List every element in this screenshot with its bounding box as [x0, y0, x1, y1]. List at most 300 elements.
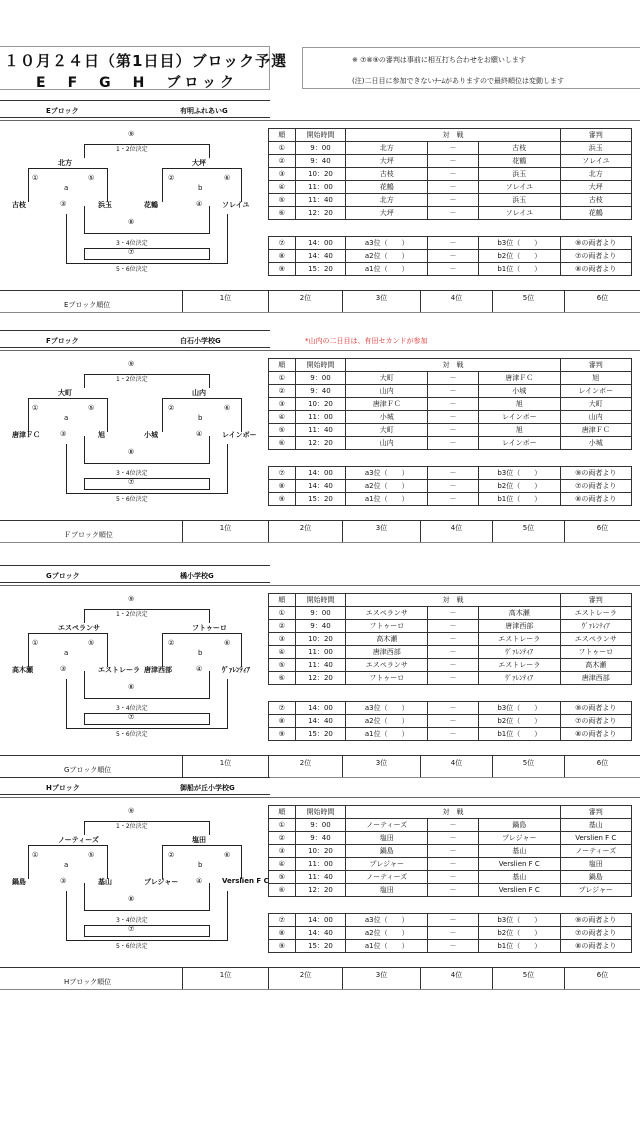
rank-cell: 2位 [268, 967, 342, 989]
bracket-match-7: ⑦ [128, 478, 135, 486]
block-section [0, 565, 640, 795]
bracket-box-7 [84, 478, 210, 490]
match-number: ④ [269, 181, 296, 194]
header-cell: 開始時間 [295, 129, 346, 142]
schedule-table [268, 128, 632, 220]
header-cell: 審判 [560, 806, 631, 819]
group-a-label: a [64, 861, 69, 869]
match-row [269, 672, 632, 685]
bracket-final56: 5・6位決定 [116, 943, 148, 950]
header-line-bottom [0, 117, 270, 118]
match-number: ② [269, 155, 296, 168]
match-vs: － [428, 620, 479, 633]
block-venue: 白石小学校G [180, 337, 221, 345]
bracket-match-5: ⑤ [88, 639, 95, 647]
match-team-home: 唐津ＦＣ [346, 398, 428, 411]
header-cell: 順 [269, 806, 296, 819]
header-cell: 審判 [560, 359, 631, 372]
match-team-away: レインボー [479, 411, 561, 424]
match-number: ③ [269, 168, 296, 181]
match-time: 9：40 [295, 832, 346, 845]
block-section [0, 777, 640, 1007]
placement-number: ⑦ [269, 237, 296, 250]
bracket-box-7 [84, 248, 210, 260]
bracket-match-4: ④ [196, 430, 203, 438]
bracket-match-4: ④ [196, 877, 203, 885]
block-venue: 御船が丘小学校G [180, 784, 235, 792]
bracket-match-8: ⑧ [128, 218, 135, 226]
match-vs: － [428, 858, 479, 871]
placement-right: b1位（ ） [479, 263, 561, 276]
placement-referee: ⑨の両者より [560, 702, 631, 715]
placement-vs: － [428, 914, 479, 927]
bracket-match-6: ⑥ [224, 639, 231, 647]
match-team-away: エストレーラ [479, 633, 561, 646]
match-row [269, 437, 632, 450]
header-cell: 開始時間 [295, 806, 346, 819]
match-number: ⑤ [269, 424, 296, 437]
rank-cell: 1位 [182, 755, 268, 777]
match-number: ③ [269, 633, 296, 646]
placement-right: b2位（ ） [479, 480, 561, 493]
match-team-home: 山内 [346, 437, 428, 450]
placement-referee: ⑧の両者より [560, 728, 631, 741]
bracket-match-9: ⑨ [128, 360, 135, 368]
bracket-match-6: ⑥ [224, 174, 231, 182]
match-team-away: 鍋島 [479, 819, 561, 832]
placement-number: ⑧ [269, 715, 296, 728]
match-referee: 基山 [560, 819, 631, 832]
match-referee: エストレーラ [560, 607, 631, 620]
bracket-match-1: ① [32, 174, 39, 182]
match-row [269, 385, 632, 398]
match-vs: － [428, 194, 479, 207]
placement-referee: ⑨の両者より [560, 237, 631, 250]
team-b-right: ｳﾞｧﾚﾝﾃｨｱ [222, 666, 250, 674]
bracket-match-9: ⑨ [128, 130, 135, 138]
match-referee: 大坪 [560, 181, 631, 194]
header-cell: 対 戦 [346, 806, 560, 819]
match-row [269, 620, 632, 633]
bracket-match-7: ⑦ [128, 248, 135, 256]
match-referee: 唐津西部 [560, 672, 631, 685]
match-number: ④ [269, 411, 296, 424]
bracket-final12: 1・2位決定 [116, 611, 148, 618]
match-referee: 高木瀬 [560, 659, 631, 672]
team-b-left: 唐津西部 [144, 666, 172, 674]
match-vs: － [428, 819, 479, 832]
match-vs: － [428, 871, 479, 884]
group-b-label: b [198, 414, 203, 422]
placement-row [269, 250, 632, 263]
match-team-home: 北方 [346, 142, 428, 155]
rank-cell: 5位 [492, 520, 564, 542]
match-number: ④ [269, 858, 296, 871]
placement-table [268, 913, 632, 953]
match-row [269, 884, 632, 897]
match-time: 12：20 [295, 672, 346, 685]
match-time: 11：00 [295, 646, 346, 659]
placement-row [269, 702, 632, 715]
page-subtitle: E F G H ブロック [36, 75, 239, 91]
team-a-right: 基山 [98, 878, 112, 886]
match-time: 11：40 [295, 194, 346, 207]
placement-table [268, 701, 632, 741]
match-number: ⑥ [269, 437, 296, 450]
match-row [269, 832, 632, 845]
placement-vs: － [428, 927, 479, 940]
match-team-away: 古枝 [479, 142, 561, 155]
placement-right: b2位（ ） [479, 927, 561, 940]
placement-vs: － [428, 493, 479, 506]
block-note: *山内の二日目は、有田セカンドが参加 [305, 337, 428, 345]
placement-left: a3位（ ） [346, 702, 428, 715]
match-vs: － [428, 845, 479, 858]
placement-vs: － [428, 715, 479, 728]
header-line-top [0, 100, 270, 101]
match-referee: ソレイユ [560, 155, 631, 168]
match-team-home: 大町 [346, 424, 428, 437]
placement-left: a1位（ ） [346, 728, 428, 741]
table-header-row [269, 359, 632, 372]
rank-label: Hブロック順位 [64, 978, 112, 986]
placement-vs: － [428, 728, 479, 741]
match-time: 11：00 [295, 411, 346, 424]
block-name: Gブロック [46, 572, 80, 580]
match-team-away: 旭 [479, 398, 561, 411]
match-referee: 鍋島 [560, 871, 631, 884]
header-cell: 開始時間 [295, 594, 346, 607]
match-number: ⑤ [269, 659, 296, 672]
bracket-box-7 [84, 713, 210, 725]
match-team-away: ソレイユ [479, 207, 561, 220]
bracket-final34: 3・4位決定 [116, 705, 148, 712]
team-a-top: 北方 [58, 159, 72, 167]
bracket-final34: 3・4位決定 [116, 917, 148, 924]
rank-cell: 5位 [492, 755, 564, 777]
team-a-right: 旭 [98, 431, 105, 439]
header-line-bottom [0, 347, 270, 348]
match-time: 9：00 [295, 607, 346, 620]
match-team-away: Verslien F C [479, 884, 561, 897]
match-team-home: プレジャー [346, 858, 428, 871]
placement-referee: ⑦の両者より [560, 250, 631, 263]
block-section [0, 330, 640, 560]
match-team-home: 大坪 [346, 207, 428, 220]
placement-right: b3位（ ） [479, 467, 561, 480]
placement-vs: － [428, 702, 479, 715]
section-divider [0, 585, 640, 586]
schedule-table [268, 358, 632, 450]
section-divider [0, 797, 640, 798]
match-row [269, 155, 632, 168]
placement-number: ⑦ [269, 914, 296, 927]
match-time: 9：40 [295, 385, 346, 398]
rank-cell: 2位 [268, 520, 342, 542]
match-row [269, 819, 632, 832]
team-a-left: 鍋島 [12, 878, 26, 886]
placement-right: b3位（ ） [479, 237, 561, 250]
rank-cell: 3位 [342, 290, 420, 312]
match-team-away: ｳﾞｧﾚﾝﾃｨｱ [479, 672, 561, 685]
match-referee: 小城 [560, 437, 631, 450]
rank-cell: 4位 [420, 520, 492, 542]
block-name: Eブロック [46, 107, 79, 115]
block-section [0, 100, 640, 330]
rank-cell: 3位 [342, 755, 420, 777]
match-team-home: 大町 [346, 372, 428, 385]
placement-row [269, 493, 632, 506]
bracket-match-3: ③ [60, 665, 67, 673]
team-a-left: 古枝 [12, 201, 26, 209]
match-vs: － [428, 155, 479, 168]
table-header-row [269, 594, 632, 607]
match-time: 9：00 [295, 142, 346, 155]
rank-label: Gブロック順位 [64, 766, 112, 774]
match-time: 12：20 [295, 207, 346, 220]
placement-vs: － [428, 940, 479, 953]
match-team-home: ノーティーズ [346, 871, 428, 884]
match-team-away: ｳﾞｧﾚﾝﾃｨｱ [479, 646, 561, 659]
match-time: 10：20 [295, 168, 346, 181]
match-vs: － [428, 659, 479, 672]
header-line-top [0, 330, 270, 331]
placement-left: a1位（ ） [346, 263, 428, 276]
match-vs: － [428, 398, 479, 411]
bracket-match-5: ⑤ [88, 851, 95, 859]
match-number: ⑤ [269, 871, 296, 884]
placement-right: b1位（ ） [479, 728, 561, 741]
match-vs: － [428, 168, 479, 181]
header-cell: 審判 [560, 594, 631, 607]
match-number: ⑥ [269, 207, 296, 220]
placement-vs: － [428, 467, 479, 480]
match-row [269, 168, 632, 181]
placement-left: a1位（ ） [346, 940, 428, 953]
header-cell: 開始時間 [295, 359, 346, 372]
placement-table [268, 466, 632, 506]
match-vs: － [428, 832, 479, 845]
match-row [269, 871, 632, 884]
match-number: ② [269, 832, 296, 845]
match-number: ④ [269, 646, 296, 659]
placement-time: 14：40 [295, 250, 346, 263]
placement-time: 14：00 [295, 237, 346, 250]
team-b-top: 大坪 [192, 159, 206, 167]
placement-time: 14：40 [295, 927, 346, 940]
placement-row [269, 467, 632, 480]
match-time: 12：20 [295, 437, 346, 450]
match-team-away: 浜玉 [479, 168, 561, 181]
match-row [269, 646, 632, 659]
placement-left: a2位（ ） [346, 250, 428, 263]
bracket-match-7: ⑦ [128, 925, 135, 933]
placement-time: 14：00 [295, 467, 346, 480]
match-referee: 唐津ＦＣ [560, 424, 631, 437]
match-team-away: ソレイユ [479, 181, 561, 194]
placement-referee: ⑨の両者より [560, 914, 631, 927]
bracket-match-1: ① [32, 851, 39, 859]
placement-time: 15：20 [295, 263, 346, 276]
match-referee: 塩田 [560, 858, 631, 871]
block-name: Fブロック [46, 337, 79, 345]
block-venue: 橘小学校G [180, 572, 214, 580]
section-divider [0, 350, 640, 351]
bracket-final34: 3・4位決定 [116, 470, 148, 477]
table-header-row [269, 129, 632, 142]
match-row [269, 424, 632, 437]
placement-time: 14：40 [295, 715, 346, 728]
match-time: 10：20 [295, 845, 346, 858]
match-team-home: ノーティーズ [346, 819, 428, 832]
match-number: ⑥ [269, 672, 296, 685]
match-time: 10：20 [295, 633, 346, 646]
group-b-label: b [198, 184, 203, 192]
rank-cell: 1位 [182, 290, 268, 312]
match-number: ① [269, 607, 296, 620]
header-cell: 順 [269, 594, 296, 607]
bracket-final56: 5・6位決定 [116, 731, 148, 738]
bracket-match-4: ④ [196, 665, 203, 673]
match-team-home: 大坪 [346, 155, 428, 168]
rank-line-bottom [0, 542, 640, 543]
block-name: Hブロック [46, 784, 80, 792]
match-referee: 古枝 [560, 194, 631, 207]
bracket-match-2: ② [168, 174, 175, 182]
placement-referee: ⑧の両者より [560, 493, 631, 506]
match-team-away: 花鶴 [479, 155, 561, 168]
team-b-left: 花鶴 [144, 201, 158, 209]
bracket-match-1: ① [32, 639, 39, 647]
match-referee: 山内 [560, 411, 631, 424]
header-line-bottom [0, 582, 270, 583]
placement-row [269, 480, 632, 493]
placement-left: a2位（ ） [346, 715, 428, 728]
match-vs: － [428, 633, 479, 646]
match-vs: － [428, 181, 479, 194]
bracket-box-7 [84, 925, 210, 937]
match-row [269, 607, 632, 620]
match-team-home: 北方 [346, 194, 428, 207]
group-a-label: a [64, 649, 69, 657]
placement-referee: ⑦の両者より [560, 927, 631, 940]
rank-cell: 2位 [268, 755, 342, 777]
match-team-home: 鍋島 [346, 845, 428, 858]
match-team-away: 小城 [479, 385, 561, 398]
placement-left: a2位（ ） [346, 927, 428, 940]
match-number: ② [269, 385, 296, 398]
bracket-match-3: ③ [60, 200, 67, 208]
match-row [269, 845, 632, 858]
team-b-right: Verslien F C [222, 877, 269, 885]
match-time: 9：00 [295, 819, 346, 832]
bracket-match-9: ⑨ [128, 807, 135, 815]
match-vs: － [428, 646, 479, 659]
match-row [269, 181, 632, 194]
rank-cell: 6位 [564, 755, 640, 777]
placement-time: 14：40 [295, 480, 346, 493]
bracket-match-3: ③ [60, 430, 67, 438]
match-team-home: 唐津西部 [346, 646, 428, 659]
match-number: ① [269, 819, 296, 832]
placement-number: ⑧ [269, 927, 296, 940]
placement-right: b3位（ ） [479, 914, 561, 927]
match-row [269, 858, 632, 871]
bracket-match-9: ⑨ [128, 595, 135, 603]
match-team-home: フトゥーロ [346, 672, 428, 685]
placement-row [269, 715, 632, 728]
placement-left: a2位（ ） [346, 480, 428, 493]
bracket-final12: 1・2位決定 [116, 823, 148, 830]
rank-cell: 6位 [564, 290, 640, 312]
team-b-left: プレジャー [144, 878, 179, 886]
placement-referee: ⑨の両者より [560, 467, 631, 480]
bracket-match-6: ⑥ [224, 404, 231, 412]
rank-cell: 2位 [268, 290, 342, 312]
match-vs: － [428, 437, 479, 450]
match-team-away: プレジャー [479, 832, 561, 845]
match-vs: － [428, 884, 479, 897]
match-vs: － [428, 607, 479, 620]
match-referee: 北方 [560, 168, 631, 181]
bracket-match-5: ⑤ [88, 174, 95, 182]
match-row [269, 411, 632, 424]
match-referee: Verslien F C [560, 832, 631, 845]
placement-time: 15：20 [295, 493, 346, 506]
match-team-away: 浜玉 [479, 194, 561, 207]
bracket-final56: 5・6位決定 [116, 266, 148, 273]
team-b-right: ソレイユ [222, 201, 250, 209]
match-number: ② [269, 620, 296, 633]
match-team-home: エスペランサ [346, 607, 428, 620]
match-team-away: レインボー [479, 437, 561, 450]
rank-line-bottom [0, 989, 640, 990]
match-team-home: 花鶴 [346, 181, 428, 194]
schedule-table [268, 805, 632, 897]
rank-cell: 4位 [420, 755, 492, 777]
match-vs: － [428, 424, 479, 437]
match-time: 9：40 [295, 155, 346, 168]
schedule-table [268, 593, 632, 685]
placement-left: a3位（ ） [346, 914, 428, 927]
header-cell: 対 戦 [346, 129, 560, 142]
match-referee: レインボー [560, 385, 631, 398]
bracket-match-4: ④ [196, 200, 203, 208]
match-referee: エスペランサ [560, 633, 631, 646]
section-divider [0, 120, 640, 121]
header-line-bottom [0, 794, 270, 795]
team-b-top: フトゥーロ [192, 624, 227, 632]
bracket-match-2: ② [168, 404, 175, 412]
placement-row [269, 940, 632, 953]
match-team-away: エストレーラ [479, 659, 561, 672]
match-time: 11：40 [295, 424, 346, 437]
placement-row [269, 237, 632, 250]
match-referee: フトゥーロ [560, 646, 631, 659]
match-referee: 旭 [560, 372, 631, 385]
header-line-top [0, 777, 270, 778]
match-number: ① [269, 372, 296, 385]
placement-right: b3位（ ） [479, 702, 561, 715]
bracket-match-1: ① [32, 404, 39, 412]
rank-cell: 4位 [420, 967, 492, 989]
team-a-left: 唐津ＦＣ [12, 431, 40, 439]
note-referee: ※ ⑦⑧⑨の審判は事前に相互打ち合わせをお願いします [352, 56, 526, 64]
placement-table [268, 236, 632, 276]
placement-row [269, 914, 632, 927]
match-time: 11：40 [295, 871, 346, 884]
match-team-away: 唐津西部 [479, 620, 561, 633]
